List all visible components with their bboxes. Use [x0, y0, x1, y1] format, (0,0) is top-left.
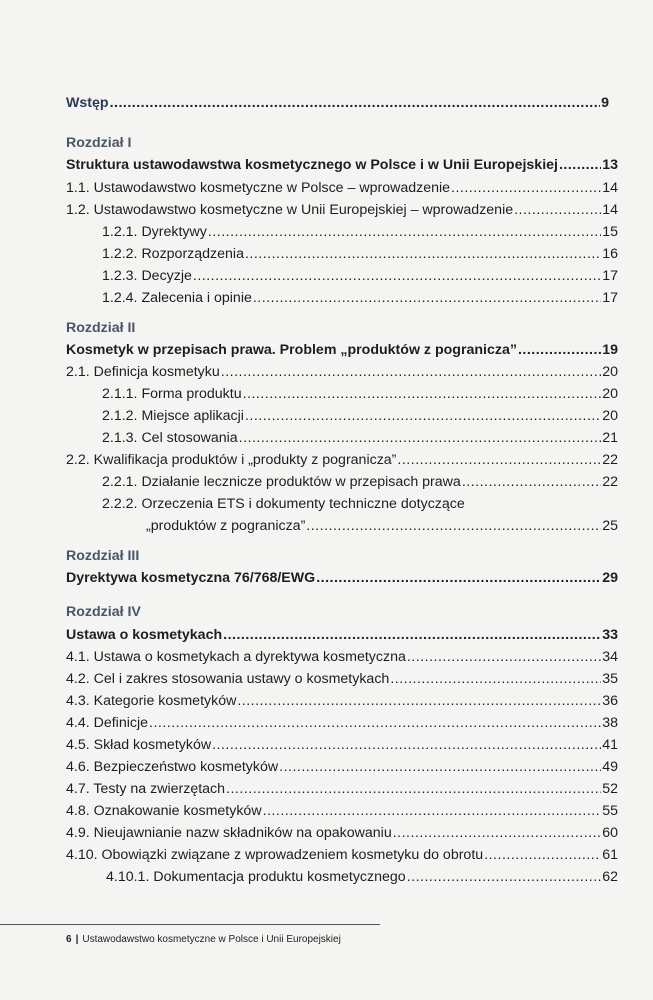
toc-page-number: 49 [602, 759, 618, 775]
dot-leader [390, 671, 601, 687]
toc-page-number: 52 [602, 781, 618, 797]
toc-entry-label: Kosmetyk w przepisach prawa. Problem „produktów z pogranicza” [66, 342, 517, 358]
dot-leader [279, 759, 601, 775]
toc-page-number: 61 [602, 847, 618, 863]
dot-leader [253, 290, 601, 306]
toc-entry[interactable] [66, 649, 618, 665]
toc-page-number: 41 [602, 737, 618, 753]
toc-page-number: 36 [602, 693, 618, 709]
dot-leader [208, 224, 601, 240]
toc-entry[interactable] [66, 803, 618, 819]
dot-leader [514, 202, 601, 218]
dot-leader [484, 847, 601, 863]
dot-leader [193, 268, 601, 284]
dot-leader [451, 180, 601, 196]
footer-running-title: Ustawodawstwo kosmetyczne w Polsce i Unii Europejskiej [82, 934, 341, 945]
toc-entry-label: 4.1. Ustawa o kosmetykach a dyrektywa kosmetyczna [66, 649, 406, 665]
toc-entry-multiline-first [102, 496, 618, 512]
toc-entry-label: 4.2. Cel i zakres stosowania ustawy o kosmetykach [66, 671, 390, 687]
toc-page-number: 33 [602, 627, 618, 643]
toc-entry-label: 2.1.3. Cel stosowania [102, 430, 238, 446]
toc-entry[interactable] [66, 364, 618, 380]
chapter-label: Rozdział III [66, 548, 140, 564]
toc-page-number: 14 [602, 202, 618, 218]
toc-entry-label: 2.1.2. Miejsce aplikacji [102, 408, 244, 424]
toc-entry[interactable] [66, 671, 618, 687]
toc-entry-label-continued: „produktów z pogranicza” [146, 518, 306, 534]
toc-entry[interactable] [66, 693, 618, 709]
chapter-label: Rozdział II [66, 320, 136, 336]
toc-entry-label: 4.8. Oznakowanie kosmetyków [66, 803, 262, 819]
toc-entry-label: Ustawa o kosmetykach [66, 627, 223, 643]
toc-entry-label: 4.3. Kategorie kosmetyków [66, 693, 237, 709]
dot-leader [407, 869, 602, 885]
dot-leader [316, 570, 601, 586]
toc-page-number: 17 [602, 268, 618, 284]
chapter-label: Rozdział IV [66, 604, 141, 620]
toc-entry-label: 4.10. Obowiązki związane z wprowadzeniem kosmetyku do obrotu [66, 847, 484, 863]
toc-entry-label: 4.7. Testy na zwierzętach [66, 781, 226, 797]
dot-leader [393, 825, 601, 841]
toc-entry[interactable] [102, 290, 618, 306]
toc-page-number: 22 [602, 452, 618, 468]
toc-chapter-title[interactable] [66, 342, 618, 358]
toc-entry-label: 4.6. Bezpieczeństwo kosmetyków [66, 759, 279, 775]
dot-leader [237, 693, 601, 709]
toc-page-number: 34 [602, 649, 618, 665]
footer-rule [0, 924, 380, 925]
dot-leader [245, 246, 601, 262]
toc-page-number: 60 [602, 825, 618, 841]
toc-entry-label: 2.2.2. Orzeczenia ETS i dokumenty techniczne dotyczące [102, 496, 465, 512]
dot-leader [397, 452, 601, 468]
toc-entry[interactable] [102, 474, 618, 490]
toc-entry[interactable] [66, 847, 618, 863]
toc-entry-label: 4.10.1. Dokumentacja produktu kosmetycznego [106, 869, 406, 885]
toc-page-number: 62 [602, 869, 618, 885]
running-footer [66, 934, 341, 945]
dot-leader [306, 518, 601, 534]
toc-entry[interactable] [102, 224, 618, 240]
toc-entry-label: 4.4. Definicje [66, 715, 149, 731]
toc-page-number: 15 [602, 224, 618, 240]
toc-page-number: 21 [602, 430, 618, 446]
toc-entry[interactable] [66, 715, 618, 731]
toc-entry-label: 1.2.1. Dyrektywy [102, 224, 207, 240]
dot-leader [263, 803, 602, 819]
toc-entry-label: 1.1. Ustawodawstwo kosmetyczne w Polsce – wprowadzenie [66, 180, 451, 196]
toc-page-number: 13 [602, 157, 618, 173]
dot-leader [462, 474, 601, 490]
toc-page-number: 25 [602, 518, 618, 534]
dot-leader [223, 627, 601, 643]
toc-page-number: 20 [602, 364, 618, 380]
toc-page-number: 14 [602, 180, 618, 196]
toc-entry[interactable] [102, 386, 618, 402]
dot-leader [239, 430, 602, 446]
toc-entry[interactable] [66, 737, 618, 753]
dot-leader [559, 157, 601, 173]
toc-entry-label: 4.5. Skład kosmetyków [66, 737, 212, 753]
toc-page-number: 35 [602, 671, 618, 687]
toc-entry[interactable] [102, 246, 618, 262]
toc-entry[interactable] [66, 759, 618, 775]
toc-page-number: 22 [602, 474, 618, 490]
toc-page-number: 20 [602, 386, 618, 402]
dot-leader [518, 342, 601, 358]
toc-page-number: 19 [602, 342, 618, 358]
toc-page-number: 38 [602, 715, 618, 731]
toc-entry[interactable] [66, 202, 618, 218]
dot-leader [110, 95, 601, 111]
toc-entry[interactable] [66, 781, 618, 797]
toc-page-number: 55 [602, 803, 618, 819]
dot-leader [221, 364, 601, 380]
toc-entry[interactable] [102, 268, 618, 284]
toc-page-number: 17 [602, 290, 618, 306]
toc-page-number: 9 [601, 95, 609, 111]
toc-entry-label: 2.1. Definicja kosmetyku [66, 364, 220, 380]
dot-leader [212, 737, 601, 753]
toc-entry-label: 1.2.4. Zalecenia i opinie [102, 290, 252, 306]
toc-entry[interactable] [146, 518, 618, 534]
dot-leader [407, 649, 601, 665]
toc-entry-label: 1.2.2. Rozporządzenia [102, 246, 244, 262]
chapter-label: Rozdział I [66, 135, 132, 151]
toc-entry[interactable] [66, 825, 618, 841]
toc-entry-label: 4.9. Nieujawnianie nazw składników na opakowaniu [66, 825, 392, 841]
toc-entry[interactable] [66, 180, 618, 196]
dot-leader [149, 715, 601, 731]
footer-separator: | [75, 934, 79, 945]
toc-entry[interactable] [66, 452, 618, 468]
toc-entry-label: 1.2.3. Decyzje [102, 268, 192, 284]
dot-leader [243, 386, 602, 402]
toc-entry-label: Struktura ustawodawstwa kosmetycznego w Polsce i w Unii Europejskiej [66, 157, 558, 173]
toc-entry-label: 1.2. Ustawodawstwo kosmetyczne w Unii Europejskiej – wprowadzenie [66, 202, 514, 218]
toc-entry-label: 2.1.1. Forma produktu [102, 386, 242, 402]
toc-chapter-title[interactable] [66, 157, 618, 173]
dot-leader [226, 781, 601, 797]
footer-page-number: 6 [66, 934, 72, 945]
toc-entry-label: 2.2.1. Działanie lecznicze produktów w przepisach prawa [102, 474, 461, 490]
toc-entry[interactable] [102, 408, 618, 424]
toc-chapter-title[interactable] [66, 570, 618, 586]
toc-entry-label: 2.2. Kwalifikacja produktów i „produkty z pogranicza” [66, 452, 397, 468]
toc-entry-intro[interactable] [66, 95, 609, 111]
toc-chapter-title[interactable] [66, 627, 618, 643]
dot-leader [245, 408, 601, 424]
toc-entry-label: Dyrektywa kosmetyczna 76/768/EWG [66, 570, 316, 586]
toc-entry-label: Wstęp [66, 95, 109, 111]
toc-entry[interactable] [102, 430, 618, 446]
toc-page-number: 20 [602, 408, 618, 424]
toc-page-number: 29 [602, 570, 618, 586]
toc-entry[interactable] [106, 869, 618, 885]
toc-page-number: 16 [602, 246, 618, 262]
